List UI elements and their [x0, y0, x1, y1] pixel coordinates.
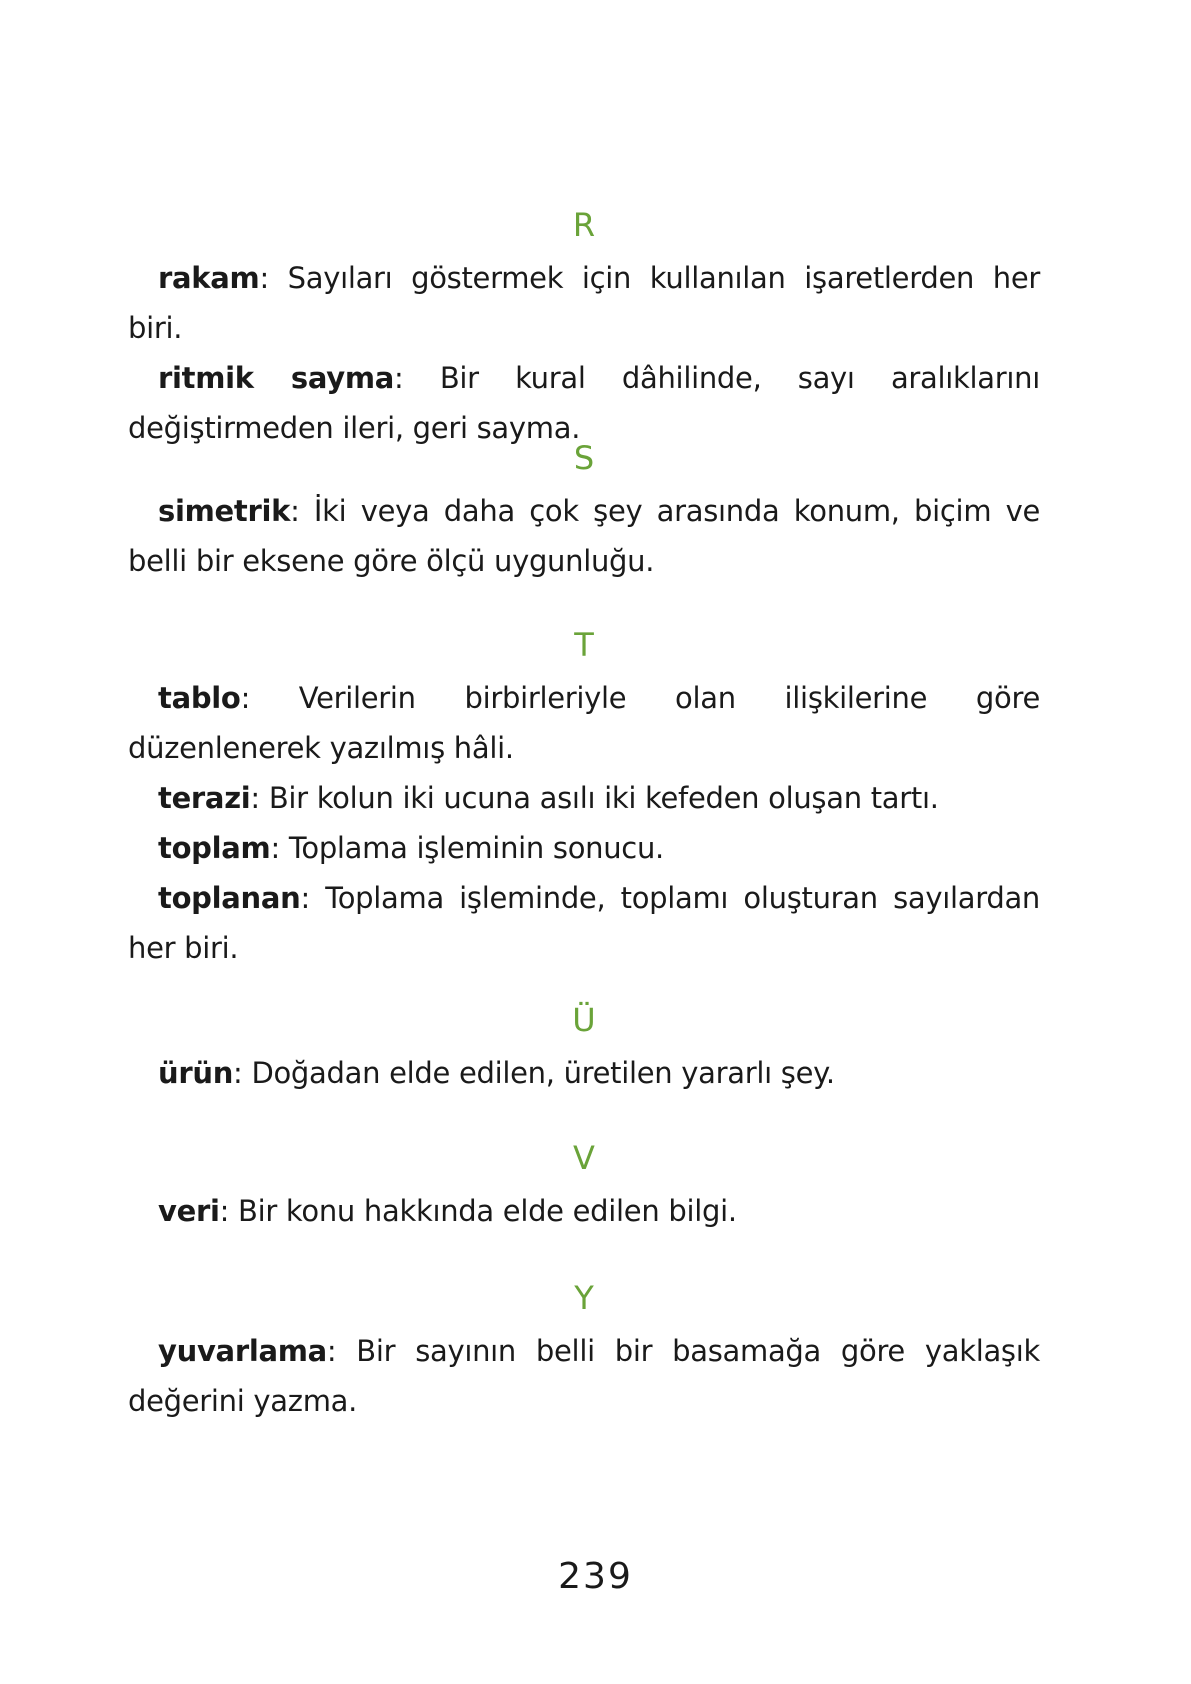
section-s [128, 438, 1040, 586]
letter-heading: V [573, 1139, 595, 1177]
letter-heading: Y [574, 1279, 594, 1317]
term: toplam [158, 831, 271, 865]
definition: Sayıları göstermek için kullanılan işaretlerden her biri. [128, 261, 1040, 345]
letter-heading: R [572, 206, 596, 244]
term: veri [158, 1194, 220, 1228]
section-u-umlaut [128, 1000, 1040, 1098]
glossary-entry: simetrik: İki veya daha çok şey arasında konum, biçim ve belli bir eksene göre ölçü uygunluğu. [128, 494, 1040, 578]
glossary-entry: toplanan: Toplama işleminde, toplamı oluşturan sayılardan her biri. [128, 881, 1040, 965]
term: terazi [158, 781, 251, 815]
definition: Toplama işleminde, toplamı oluşturan sayılardan her biri. [128, 881, 1040, 965]
term: ürün [158, 1056, 234, 1090]
definition: Verilerin birbirleriyle olan ilişkilerine göre düzenlenerek yazılmış hâli. [128, 681, 1040, 765]
term: ritmik sayma [158, 361, 395, 395]
letter-heading: T [574, 626, 594, 664]
term: tablo [158, 681, 241, 715]
glossary-entry: yuvarlama: Bir sayının belli bir basamağa göre yaklaşık değerini yazma. [128, 1334, 1040, 1418]
term: yuvarlama [158, 1334, 327, 1368]
glossary-entry: tablo: Verilerin birbirleriyle olan ilişkilerine göre düzenlenerek yazılmış hâli. [128, 681, 1040, 765]
term: rakam [158, 261, 260, 295]
term: toplanan [158, 881, 301, 915]
section-y [128, 1278, 1040, 1426]
definition: Toplama işleminin sonucu. [279, 831, 664, 865]
definition: Bir kolun iki ucuna asılı iki kefeden oluşan tartı. [259, 781, 939, 815]
section-v [128, 1138, 1040, 1236]
definition: İki veya daha çok şey arasında konum, biçim ve belli bir eksene göre ölçü uygunluğu. [128, 494, 1040, 578]
glossary-entry: terazi: Bir kolun iki ucuna asılı iki kefeden oluşan tartı. [158, 781, 939, 815]
section-t [128, 625, 1040, 973]
glossary-entry: toplam: Toplama işleminin sonucu. [158, 831, 664, 865]
letter-heading: Ü [572, 1001, 596, 1039]
page-number: 239 [558, 1556, 633, 1597]
section-r [128, 205, 1040, 453]
glossary-entry: rakam: Sayıları göstermek için kullanılan işaretlerden her biri. [128, 261, 1040, 345]
letter-heading: S [573, 439, 595, 477]
definition: Bir kural dâhilinde, sayı aralıklarını değiştirmeden ileri, geri sayma. [128, 361, 1040, 445]
definition: Doğadan elde edilen, üretilen yararlı şey. [242, 1056, 835, 1090]
definition: Bir konu hakkında elde edilen bilgi. [229, 1194, 737, 1228]
term: simetrik [158, 494, 291, 528]
glossary-entry: veri: Bir konu hakkında elde edilen bilgi. [158, 1194, 737, 1228]
glossary-entry: ritmik sayma: Bir kural dâhilinde, sayı aralıklarını değiştirmeden ileri, geri sayma. [128, 361, 1040, 445]
glossary-entry: ürün: Doğadan elde edilen, üretilen yararlı şey. [158, 1056, 835, 1090]
definition: Bir sayının belli bir basamağa göre yaklaşık değerini yazma. [128, 1334, 1040, 1418]
